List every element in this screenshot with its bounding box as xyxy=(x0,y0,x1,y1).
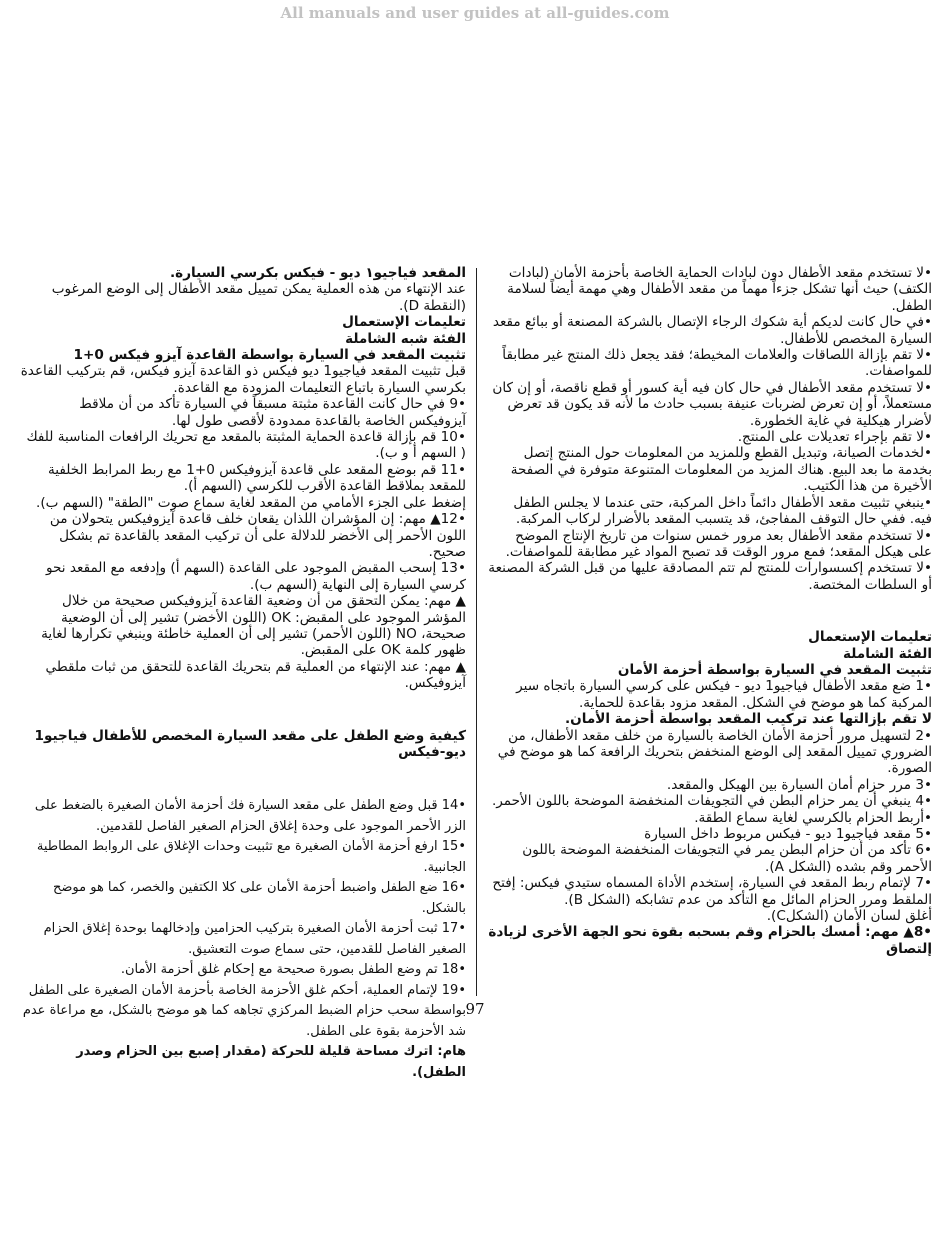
paragraph: •لا تستخدم مقعد الأطفال في حال كان فيه أية كسور أو قطع ناقصة، أو إن كان مستعملاً، أو إن تعرض لضربات عنيفة بسبب حادث ما لأنه قد يكون قد تعرض لأضرار هيكلية في غاية الخطورة. xyxy=(492,379,932,429)
paragraph: •4 ينبغي أن يمر حزام البطن في التجويفات المنخفضة الموضحة باللون الأحمر. xyxy=(491,793,932,810)
paragraph: •13 إسحب المقبض الموجود على القاعدة (السهم أ) وإدفعه مع المقعد نحو كرسي السيارة إلى النهاية (السهم ب). xyxy=(45,560,466,593)
paragraph: الفئة الشاملة xyxy=(843,645,932,662)
paragraph: ▲ مهم: يمكن التحقق من أن وضعية القاعدة آيزوفيكس صحيحة من خلال المؤشر الموجود على المقبض: OK (اللون الأخضر) تشير إلى أن الوضعية صحيحة، NO (اللون الأحمر) تشير إلى أن العملية خاطئة وينبغي تكرارها لغاية ظهور كلمة OK على المقبض. xyxy=(41,593,466,659)
paragraph: تعليمات الإستعمال xyxy=(342,314,466,331)
paragraph: •14 قبل وضع الطفل على مقعد السيارة فك أحزمة الأمان الصغيرة بالضغط على الزر الأحمر الموجود على وحدة إغلاق الحزام الصغير الفاصل للقدمين. xyxy=(34,798,466,834)
paragraph: •18 تم وضع الطفل بصورة صحيحة مع إحكام غلق أحزمة الأمان. xyxy=(120,962,466,978)
paragraph: •12▲ مهم: إن المؤشران اللذان يقعان خلف قاعدة آيزوفيكس يتحولان من اللون الأحمر إلى الأخضر للدلالة على أن تركيب المقعد بالقاعدة تم بشكل صحيح. xyxy=(49,511,466,560)
watermark: All manuals and user guides at all-guides.com xyxy=(280,4,670,22)
paragraph: •11 قم بوضع المقعد على قاعدة آيزوفيكس 0+1 مع ربط المرابط الخلفية للمقعد بملاقط القاعدة الأقرب للكرسي (السهم أ). xyxy=(47,461,466,495)
paragraph: •3 مرر حزام أمان السيارة بين الهيكل والمقعد. xyxy=(666,776,932,793)
paragraph: لا تقم بإزالتها عند تركيب المقعد بواسطة أحزمة الأمان. xyxy=(564,711,932,728)
paragraph: •1 ضع مقعد الأطفال فياجيو1 ديو - فيكس على كرسي السيارة باتجاه سير المركبة كما هو موضح في الشكل. المقعد مزود بقاعدة للحماية. xyxy=(516,678,932,711)
paragraph: •في حال كانت لديكم أية شكوك الرجاء الإتصال بالشركة المصنعة أو ببائع مقعد السيارة المخصص للأطفال. xyxy=(492,314,932,347)
paragraph: كيفية وضع الطفل على مقعد السيارة المخصص للأطفال فياجيو1 ديو-فيكس xyxy=(34,727,466,760)
paragraph: •لا تستخدم مقعد الأطفال بعد مرور خمس سنوات من تاريخ الإنتاج الموضح على هيكل المقعد؛ فمع مرور الوقت قد تصبح المواد غير مطابقة للمواصفات. xyxy=(505,527,932,560)
paragraph: تثبيت المقعد في السيارة بواسطة أحزمة الأمان xyxy=(617,661,932,678)
paragraph: •لا تستخدم مقعد الأطفال دون لبادات الحماية الخاصة بأحزمة الأمان (لبادات الكتف) حيث أنها تشكل جزءاً مهماً من مقعد الأطفال وهي مهمة أيضاً لسلامة الطفل. xyxy=(507,265,932,314)
paragraph: •16 ضع الطفل واضبط أحزمة الأمان على كلا الكتفين والخصر، كما هو موضح بالشكل. xyxy=(52,880,466,916)
paragraph: •لا تقم بإجراء تعديلات على المنتج. xyxy=(737,429,932,446)
paragraph: •6 تأكد من أن حزام البطن يمر في التجويفات المنخفضة الموضحة باللون الأحمر وقم بشده (الشكل A). xyxy=(522,842,932,875)
paragraph: تثبيت المقعد في السيارة بواسطة القاعدة آيزو فيكس 0+1 xyxy=(73,347,466,364)
paragraph: •لخدمات الصيانة، وتبديل القطع وللمزيد من المعلومات حول المنتج إتصل بخدمة ما بعد البيع. هناك المزيد من المعلومات المتنوعة متوفرة في الصفحة الأخيرة من هذا الكتيب. xyxy=(510,445,932,495)
paragraph: •17 ثبت أحزمة الأمان الصغيرة بتركيب الحزامين وإدخالهما بوحدة إغلاق الحزام الصغير الفاصل للقدمين، حتى سماع صوت التعشيق. xyxy=(43,921,466,957)
paragraph: قبل تثبيت المقعد فياجيو1 ديو فيكس ذو القاعدة آيزو فيكس، قم بتركيب القاعدة بكرسي السيارة باتباع التعليمات المزودة مع القاعدة. xyxy=(20,363,466,396)
paragraph: •10 قم بإزالة قاعدة الحماية المثبتة بالمقعد مع تحريك الرافعات المناسبة للفك ( السهم أ و ب). xyxy=(26,429,466,462)
paragraph: عند الإنتهاء من هذه العملية يمكن تمييل مقعد الأطفال إلى الوضع المرغوب (النقطة D). xyxy=(51,281,466,314)
paragraph: •2 لتسهيل مرور أحزمة الأمان الخاصة بالسيارة من خلف مقعد الأطفال، من الضروري تمييل المقعد إلى الوضع المنخفض بتحريك الرافعة كما هو موضح في الصورة. xyxy=(497,727,932,777)
paragraph: •ينبغي تثبيت مقعد الأطفال دائماً داخل المركبة، حتى عندما لا يجلس الطفل فيه. ففي حال التوقف المفاجئ، قد يتسبب المقعد بالأضرار لركاب المركبة. xyxy=(513,494,932,528)
spacer xyxy=(20,760,466,796)
left-text-column xyxy=(20,265,466,1083)
paragraph: الفئة شبه الشاملة xyxy=(345,330,466,347)
paragraph: •5 مقعد فياجيو1 ديو - فيكس مربوط داخل السيارة xyxy=(644,826,932,842)
paragraph: •19 لإتمام العملية، أحكم غلق الأحزمة الخاصة بأحزمة الأمان الصغيرة على الطفل بواسطة سحب حزام الضبط المركزي تجاهه كما هو موضح بالشكل، مع مراعاة عدم شد الأحزمة بقوة على الطفل. xyxy=(22,982,466,1039)
paragraph: •7 لإتمام ربط المقعد في السيارة، إستخدم الأداة المسماه ستيدي فيكس: إفتح الملقط ومرر الحزام المائل مع التأكد من عدم تشابكه (الشكل B). xyxy=(492,875,932,908)
right-text-column xyxy=(488,265,932,957)
page-number: 97 xyxy=(465,1000,485,1018)
paragraph: المقعد فياجيو١ ديو - فيكس بكرسي السيارة. xyxy=(170,265,466,281)
spacer xyxy=(20,692,466,728)
column-divider xyxy=(476,268,477,996)
paragraph: •لا تستخدم إكسسوارات للمنتج لم تتم المصادقة عليها من قبل الشركة المصنعة أو السلطات المختصة. xyxy=(488,560,932,593)
paragraph: •9 في حال كانت القاعدة مثبتة مسبقاً في السيارة تأكد من أن ملاقط آيزوفيكس الخاصة بالقاعدة ممدودة لأقصى طول لها. xyxy=(79,396,466,429)
paragraph: •15 ارفع أحزمة الأمان الصغيرة مع تثبيت وحدات الإغلاق على الروابط المطاطية الجانبية. xyxy=(36,839,466,875)
paragraph: هام: اترك مساحة قليلة للحركة (مقدار إصبع بين الحزام وصدر الطفل). xyxy=(76,1044,466,1080)
paragraph: •لا تقم بإزالة اللصاقات والعلامات المخيطة؛ فقد يجعل ذلك المنتج غير مطابقاً للمواصفات. xyxy=(502,347,932,380)
paragraph: تعليمات الإستعمال xyxy=(808,629,932,646)
spacer xyxy=(488,593,932,629)
paragraph: إضغط على الجزء الأمامي من المقعد لغاية سماع صوت "الطقة" (السهم ب). xyxy=(36,494,466,511)
paragraph: •8▲ مهم: أمسك بالحزام وقم بسحبه بقوة نحو الجهة الأخرى لزيادة إلتصاق xyxy=(488,924,932,957)
paragraph: أغلق لسان الأمان (الشكلC). xyxy=(766,908,932,925)
paragraph: •أربط الحزام بالكرسي لغاية سماع الطقة. xyxy=(694,809,932,826)
paragraph: ▲ مهم: عند الإنتهاء من العملية قم بتحريك القاعدة للتحقق من ثبات ملقطي آيزوفيكس. xyxy=(45,658,466,692)
